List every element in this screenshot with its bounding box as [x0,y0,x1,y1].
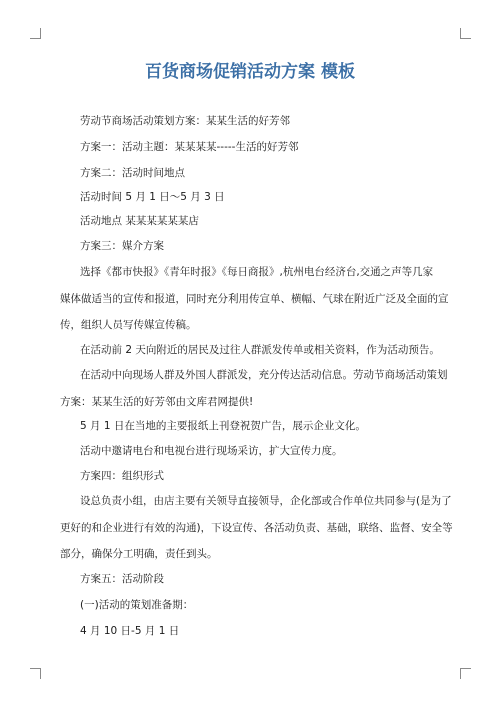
paragraph-plan3-heading: 方案三：媒介方案 [80,240,164,252]
crop-mark-bottom-right [460,668,471,679]
text-line: 设总负责小组，由店主要有关领导直接领导，企化部或合作单位共同参与(是为了 [80,495,452,507]
paragraph-plan1-theme: 方案一：活动主题：某某某某-----生活的好芳邻 [80,141,299,153]
crop-mark-top-left [30,28,41,39]
paragraph-event-location: 活动地点 某某某某某某店 [80,215,199,227]
text-line: 媒体做适当的宣传和报道，同时充分利用传宣单、横幅、气球在附近广泛及全面的宣 [60,292,449,305]
text-line: 在活动中向现场人群及外国人群派发，充分传达活动信息。劳动节商场活动策划 [80,369,448,381]
text-line: 更好的和企业进行有效的沟通)，下设宣传、各活动负责、基础，联络、监督、安全等 [60,521,453,534]
paragraph-pre-event-notice: 在活动前 2 天向附近的居民及过往人群派发传单或相关资料，作为活动预告。 [80,344,440,356]
paragraph-plan4-heading: 方案四：组织形式 [80,470,164,482]
text-line: 部分，确保分工明确，责任到头。 [60,548,218,560]
text-line: 选择《都市快报》《青年时报》《每日商报》,杭州电台经济台,交通之声等几家 [80,266,434,278]
paragraph-media-interview: 活动中邀请电台和电视台进行现场采访，扩大宣传力度。 [80,445,343,457]
paragraph-plan5-heading: 方案五：活动阶段 [80,573,164,585]
paragraph-newspaper-ad: 5 月 1 日在当地的主要报纸上刊登祝贺广告，展示企业文化。 [80,420,366,432]
paragraph-stage1-heading: (一)活动的策划准备期： [80,599,194,611]
crop-mark-top-right [460,28,471,39]
paragraph-organization [60,488,453,568]
paragraph-stage1-dates: 4 月 10 日-5 月 1 日 [80,625,180,637]
paragraph-event-time: 活动时间 5 月 1 日～5 月 3 日 [80,191,225,203]
document-title: 百货商场促销活动方案 模板 [145,62,355,82]
paragraph-onsite-distribution [60,362,448,415]
paragraph-media-plan [60,259,449,339]
paragraph-plan-intro: 劳动节商场活动策划方案：某某生活的好芳邻 [80,115,290,127]
crop-mark-bottom-left [30,668,41,679]
paragraph-plan2-heading: 方案二：活动时间地点 [80,167,185,179]
text-line: 传，组织人员写传媒宣传稿。 [60,319,197,331]
text-line: 方案：某某生活的好芳邻由文库君网提供! [60,395,254,408]
